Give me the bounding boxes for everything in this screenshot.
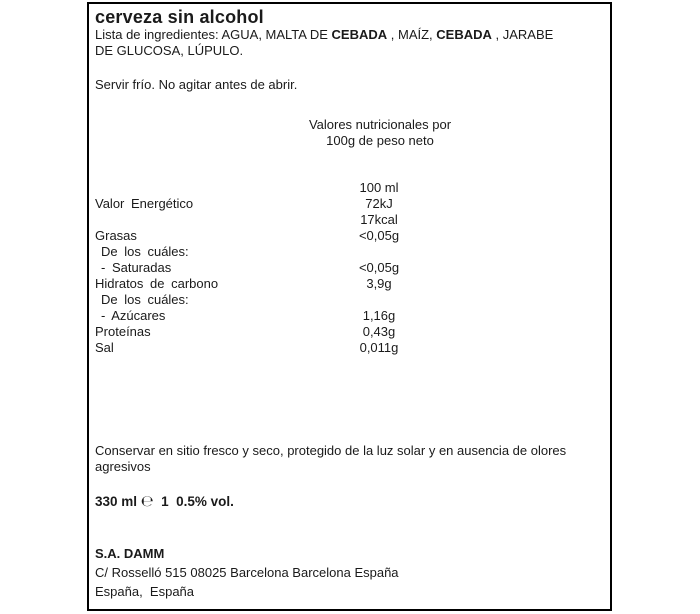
row-value: <0,05g [358,228,400,243]
row-label: De los cuáles: [101,244,189,259]
ingredients-text [95,27,604,59]
storage-note-line2: agresivos [95,459,151,474]
manufacturer-name: S.A. DAMM [95,546,165,561]
row-value: 3,9g [366,276,392,291]
nutrition-heading-line2: 100g de peso neto [326,133,434,148]
table-row [95,260,604,276]
row-label: Hidratos de carbono [95,276,219,291]
table-header-row [95,180,604,196]
row-value: <0,05g [358,260,400,275]
ingredient-bold-cebada: CEBADA [331,27,388,42]
product-label [87,2,612,611]
volume-line [95,493,234,510]
table-row [95,324,604,340]
row-label: Valor Energético [95,196,194,211]
nutrition-heading [230,117,530,149]
storage-note [95,443,604,475]
manufacturer-block [95,544,604,601]
ingredients-part: Lista de ingredientes: AGUA, MALTA DE [95,27,332,42]
table-row [95,196,604,212]
row-label: - Azúcares [101,308,166,323]
row-value: 1,16g [362,308,396,323]
column-header-100ml: 100 ml [359,180,399,195]
storage-note-line1: Conservar en sitio fresco y seco, protegido de la luz solar y en ausencia de olores [95,443,567,458]
table-row [95,212,604,228]
nutrition-heading-line1: Valores nutricionales por [308,117,452,132]
ingredients-part: , MAÍZ, [387,27,437,42]
table-row [95,276,604,292]
ingredients-part: , JARABE [491,27,554,42]
row-label: Sal [95,340,114,355]
estimated-sign: ℮ [140,492,154,510]
ingredients-line2: DE GLUCOSA, LÚPULO. [95,43,244,58]
manufacturer-address: C/ Rosselló 515 08025 Barcelona Barcelona España [95,565,399,580]
row-value: 0,011g [359,340,399,355]
table-row [95,244,604,260]
row-value: 72kJ [365,196,393,211]
manufacturer-country: España, España [95,584,195,599]
nutrition-table [95,180,604,356]
serving-note: Servir frío. No agitar antes de abrir. [95,77,298,92]
table-row [95,292,604,308]
volume-quantity: 330 ml [95,494,141,509]
row-label: De los cuáles: [101,292,189,307]
table-row [95,340,604,356]
product-title: cerveza sin alcohol [95,7,264,27]
row-label: Grasas [95,228,137,243]
row-value: 17kcal [360,212,398,227]
ingredient-bold-cebada: CEBADA [436,27,492,42]
row-value: 0,43g [362,324,396,339]
alcohol-content: 1 0.5% vol. [153,494,234,509]
row-label: Proteínas [95,324,151,339]
table-row [95,228,604,244]
row-label: - Saturadas [101,260,172,275]
table-row [95,308,604,324]
